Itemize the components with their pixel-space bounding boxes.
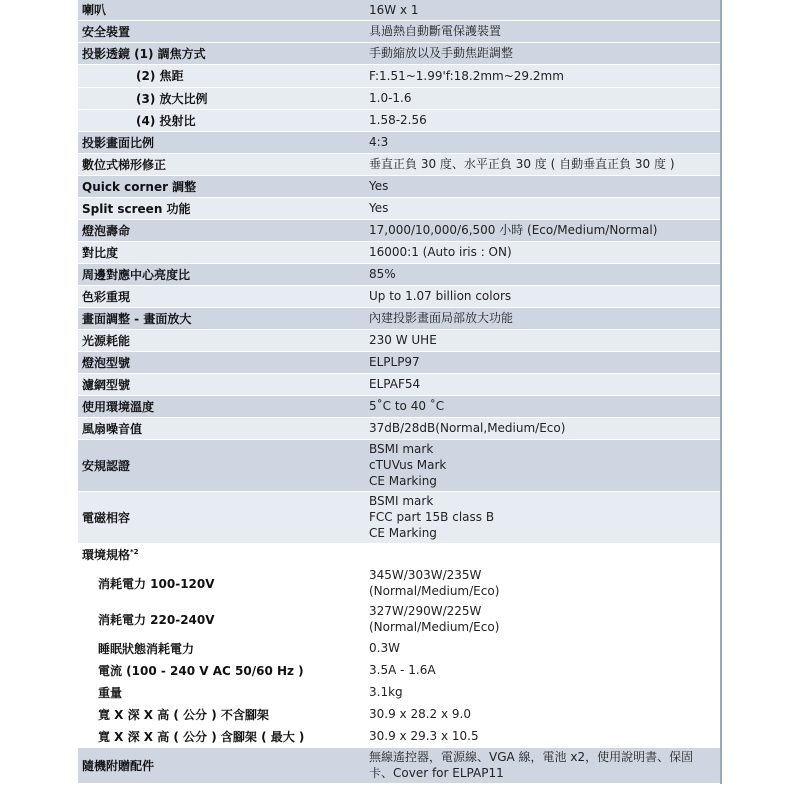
spec-row xyxy=(78,285,721,307)
spec-row xyxy=(78,42,721,64)
spec-row xyxy=(78,153,721,175)
env-row xyxy=(78,681,721,703)
spec-value: BSMI mark cTUVus Mark CE Marking xyxy=(365,439,721,491)
spec-value: Yes xyxy=(365,175,721,197)
spec-row xyxy=(78,175,721,197)
spec-label: 喇叭 xyxy=(78,0,365,20)
env-label: 寬 X 深 X 高 ( 公分 ) 含腳架 ( 最大 ) xyxy=(78,725,365,747)
spec-row xyxy=(78,263,721,285)
spec-row xyxy=(78,439,721,491)
spec-value: ELPLP97 xyxy=(365,351,721,373)
spec-label: 安規認證 xyxy=(78,439,365,491)
env-label: 電流 (100 - 240 V AC 50/60 Hz ) xyxy=(78,659,365,681)
spec-value: ELPAF54 xyxy=(365,373,721,395)
env-value: 3.5A - 1.6A xyxy=(365,659,721,681)
spec-row xyxy=(78,87,721,109)
env-value: 30.9 x 28.2 x 9.0 xyxy=(365,703,721,725)
spec-value: 17,000/10,000/6,500 小時 (Eco/Medium/Normal) xyxy=(365,219,721,241)
spec-value: F:1.51~1.99'f:18.2mm~29.2mm xyxy=(365,64,721,87)
env-footnote-marker: *2 xyxy=(130,547,139,556)
spec-row xyxy=(78,351,721,373)
spec-row xyxy=(78,20,721,42)
env-value: 345W/303W/235W (Normal/Medium/Eco) xyxy=(365,565,721,601)
spec-value: 5˚C to 40 ˚C xyxy=(365,395,721,417)
env-row xyxy=(78,659,721,681)
spec-label: 畫面調整 - 畫面放大 xyxy=(78,307,365,329)
spec-value: 具過熱自動斷電保護裝置 xyxy=(365,20,721,42)
spec-value: 37dB/28dB(Normal,Medium/Eco) xyxy=(365,417,721,439)
spec-label: 投影透鏡 (1) 調焦方式 xyxy=(78,42,365,64)
env-value: 30.9 x 29.3 x 10.5 xyxy=(365,725,721,747)
spec-table xyxy=(78,0,722,784)
spec-label: 燈泡壽命 xyxy=(78,219,365,241)
spec-row xyxy=(78,241,721,263)
env-value: 0.3W xyxy=(365,637,721,659)
spec-value: Up to 1.07 billion colors xyxy=(365,285,721,307)
spec-value: 手動縮放以及手動焦距調整 xyxy=(365,42,721,64)
accessories-value: 無線遙控器，電源線、VGA 線，電池 x2，使用說明書、保固卡、Cover for ELPAP11 xyxy=(365,747,721,783)
env-title xyxy=(78,543,365,565)
accessories-label: 隨機附贈配件 xyxy=(78,747,365,783)
spec-label: 周邊對應中心亮度比 xyxy=(78,263,365,285)
env-title-value xyxy=(365,543,721,565)
spec-value: 85% xyxy=(365,263,721,285)
spec-row xyxy=(78,64,721,87)
spec-value: Yes xyxy=(365,197,721,219)
spec-row xyxy=(78,0,721,20)
spec-label: 風扇噪音值 xyxy=(78,417,365,439)
env-row xyxy=(78,565,721,601)
spec-label: 安全裝置 xyxy=(78,20,365,42)
spec-label: 電磁相容 xyxy=(78,491,365,543)
env-value: 3.1kg xyxy=(365,681,721,703)
env-label: 重量 xyxy=(78,681,365,703)
spec-value: 1.0-1.6 xyxy=(365,87,721,109)
env-label: 睡眠狀態消耗電力 xyxy=(78,637,365,659)
spec-value: 16W x 1 xyxy=(365,0,721,20)
spec-value: 4:3 xyxy=(365,131,721,153)
spec-label: 濾網型號 xyxy=(78,373,365,395)
spec-label: (3) 放大比例 xyxy=(78,87,365,109)
env-row xyxy=(78,601,721,637)
env-value: 327W/290W/225W (Normal/Medium/Eco) xyxy=(365,601,721,637)
env-header-row xyxy=(78,543,721,565)
spec-row xyxy=(78,491,721,543)
env-title-text: 環境規格 xyxy=(82,547,131,562)
spec-value: 16000:1 (Auto iris : ON) xyxy=(365,241,721,263)
spec-label: Split screen 功能 xyxy=(78,197,365,219)
spec-value: 230 W UHE xyxy=(365,329,721,351)
env-label: 消耗電力 100-120V xyxy=(78,565,365,601)
env-row xyxy=(78,703,721,725)
env-row xyxy=(78,725,721,747)
spec-label: 燈泡型號 xyxy=(78,351,365,373)
env-label: 寬 X 深 X 高 ( 公分 ) 不含腳架 xyxy=(78,703,365,725)
env-label: 消耗電力 220-240V xyxy=(78,601,365,637)
spec-row xyxy=(78,219,721,241)
spec-label: 色彩重現 xyxy=(78,285,365,307)
spec-value: 1.58-2.56 xyxy=(365,109,721,131)
spec-row xyxy=(78,197,721,219)
env-row xyxy=(78,637,721,659)
spec-row xyxy=(78,417,721,439)
spec-row xyxy=(78,329,721,351)
spec-row xyxy=(78,395,721,417)
spec-row xyxy=(78,131,721,153)
spec-label: (4) 投射比 xyxy=(78,109,365,131)
spec-row xyxy=(78,307,721,329)
spec-label: 投影畫面比例 xyxy=(78,131,365,153)
spec-value: BSMI mark FCC part 15B class B CE Marking xyxy=(365,491,721,543)
spec-label: Quick corner 調整 xyxy=(78,175,365,197)
spec-label: 光源耗能 xyxy=(78,329,365,351)
spec-label: 使用環境溫度 xyxy=(78,395,365,417)
accessories-row xyxy=(78,747,721,783)
spec-value: 內建投影畫面局部放大功能 xyxy=(365,307,721,329)
spec-label: 對比度 xyxy=(78,241,365,263)
spec-label: 數位式梯形修正 xyxy=(78,153,365,175)
spec-row xyxy=(78,373,721,395)
spec-value: 垂直正負 30 度、水平正負 30 度 ( 自動垂直正負 30 度 ) xyxy=(365,153,721,175)
spec-row xyxy=(78,109,721,131)
spec-label: (2) 焦距 xyxy=(78,64,365,87)
